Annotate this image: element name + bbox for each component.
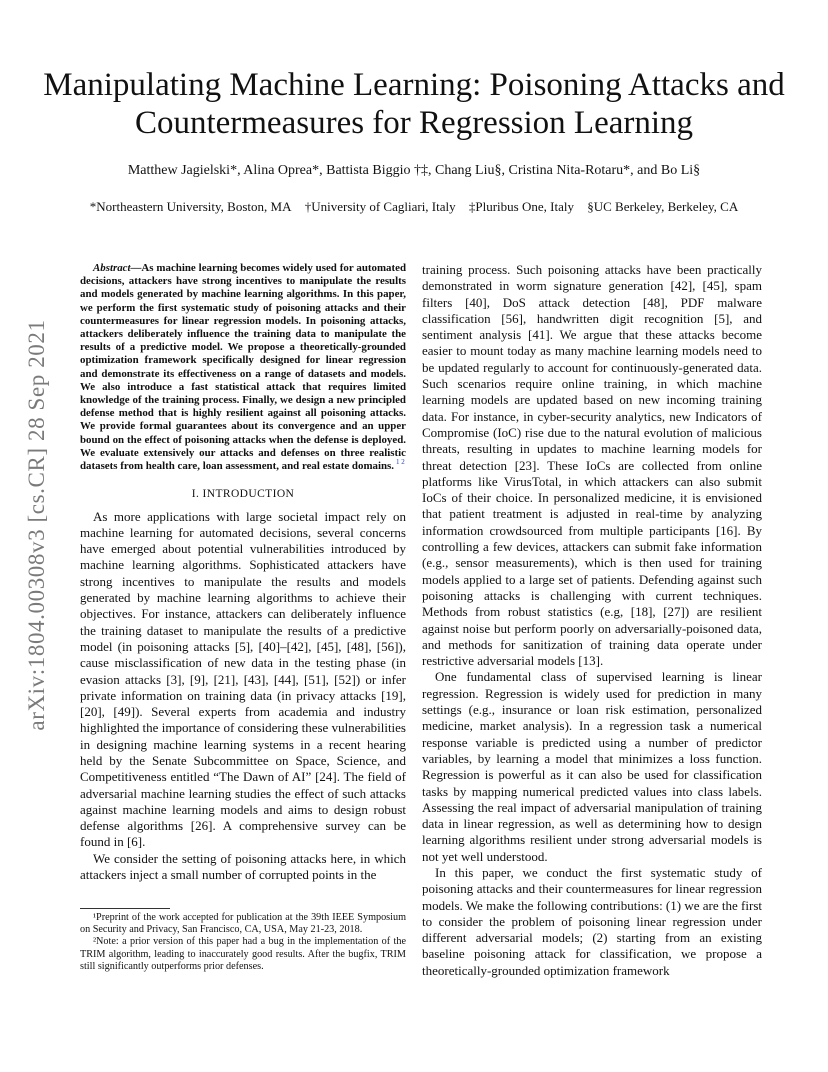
right-paragraph-1: training process. Such poisoning attacks have been practically demonstrated in worm signature generation [42], [45], spam filters [40], DoS attack detection [48], PDF malware classification [56], handwritten digit recognition [5], and sentiment analysis [41]. We argue that these attacks become easier to mount today as many machine learning models need to be updated regularly to account for continuously-generated data. Such scenarios require online training, in which machine learning models are updated based on new incoming training data. For instance, in cyber-security analytics, new Indicators of Compromise (IoC) rise due to the natural evolution of malicious threats, resulting in updates to machine learning models for threat detection [23]. These IoCs are collected from online platforms like VirusTotal, in which attackers can also submit IoCs of their choice. In personalized medicine, it is envisioned that patient treatment is adjusted in real-time by analyzing information crowdsourced from multiple participants [16]. By controlling a few devices, attackers can submit fake information (e.g., sensor measurements), which is then used for training models applied to a large set of patients. Defending against such poisoning attacks is challenging with current techniques. Methods from robust statistics (e.g, [18], [27]) are resilient against noise but perform poorly on adversarially-poisoned data, and methods for sanitization of training data operate under restrictive adversarial models [13]. <box>422 262 762 669</box>
paper-title: Manipulating Machine Learning: Poisoning Attacks and Countermeasures for Regression Learning <box>43 67 785 141</box>
section-heading-introduction: I. INTRODUCTION <box>191 488 295 501</box>
affiliation-cagliari: †University of Cagliari, Italy <box>304 199 456 214</box>
arxiv-identifier: arXiv:1804.00308v3 [cs.CR] 28 Sep 2021 <box>24 319 49 731</box>
abstract <box>80 262 406 473</box>
abstract-label: Abstract <box>93 262 131 274</box>
affiliation-pluribus: ‡Pluribus One, Italy <box>468 199 574 214</box>
author-list: Matthew Jagielski*, Alina Oprea*, Battista Biggio †‡, Chang Liu§, Cristina Nita-Rotaru*, and Bo Li§ <box>127 163 701 178</box>
footnote-rule <box>80 908 170 909</box>
footnotes <box>80 908 406 973</box>
left-column <box>80 262 406 883</box>
right-paragraph-2: One fundamental class of supervised learning is linear regression. Regression is widely used for prediction in many settings (e.g., insurance or loan risk estimation, personalized medicine, market analysis). In a regression task a numerical response variable is predicted using a number of predictor variables, by learning a model that minimizes a loss function. Regression is powerful as it can also be used for classification tasks by mapping numerical predicted values into class labels. Assessing the real impact of adversarial manipulation of training data in linear regression, as well as determining how to design learning algorithms resilient under strong adversarial models is not yet well understood. <box>422 669 762 864</box>
abstract-footnote-marks[interactable]: 1 2 <box>396 458 405 467</box>
right-column <box>422 262 762 979</box>
affiliation-berkeley: §UC Berkeley, Berkeley, CA <box>587 199 739 214</box>
intro-paragraph-2: We consider the setting of poisoning attacks here, in which attackers inject a small number of corrupted points in the <box>80 850 406 883</box>
footnote-2: ²Note: a prior version of this paper had a bug in the implementation of the TRIM algorithm, leading to inaccurately good results. After the bugfix, TRIM still significantly outperforms prior defenses. <box>80 936 406 972</box>
intro-paragraph-1: As more applications with large societal impact rely on machine learning for automated decisions, several concerns have emerged about potential vulnerabilities introduced by machine learning algorithms. Sophisticated attackers have strong incentives to manipulate the results and models generated by machine learning algorithms to achieve their objectives. For instance, attackers can deliberately influence the training dataset to manipulate the results of a predictive model (in poisoning attacks [5], [40]–[42], [45], [48], [56]), cause misclassification of new data in the testing phase (in evasion attacks [3], [9], [21], [43], [44], [51], [52]) or infer private information on training data (in privacy attacks [19], [20], [49]). Several experts from academia and industry highlighted the importance of considering these vulnerabilities in designing machine learning systems in a recent hearing held by the Senate Subcommittee on Space, Science, and Competitiveness entitled “The Dawn of AI” [24]. The field of adversarial machine learning studies the effect of such attacks against machine learning models and aims to design robust defense algorithms [26]. A comprehensive survey can be found in [6]. <box>80 508 406 850</box>
affiliations <box>40 198 788 216</box>
abstract-text: —As machine learning becomes widely used for automated decisions, attackers have strong incentives to manipulate the results and models generated by machine learning algorithms. In this paper, we perform the first systematic study of poisoning attacks and their countermeasures for linear regression models. In poisoning attacks, attackers deliberately influence the training data to manipulate the results of a predictive model. We propose a theoretically-grounded optimization framework specifically designed for linear regression and demonstrate its effectiveness on a range of datasets and models. We also introduce a fast statistical attack that requires limited knowledge of the training process. Finally, we design a new principled defense method that is highly resilient against all poisoning attacks. We provide formal guarantees about its convergence and an upper bound on the effect of poisoning attacks when the defense is deployed. We evaluate extensively our attacks and defenses on three realistic datasets from health care, loan assessment, and real estate domains. <box>80 262 406 473</box>
footnote-1: ¹Preprint of the work accepted for publication at the 39th IEEE Symposium on Security and Privacy, San Francisco, CA, USA, May 21-23, 2018. <box>80 912 406 936</box>
arxiv-sidebar-stamp <box>14 290 60 760</box>
affiliation-northeastern: *Northeastern University, Boston, MA <box>89 199 292 214</box>
right-paragraph-3: In this paper, we conduct the first systematic study of poisoning attacks and their countermeasures for linear regression models. We make the following contributions: (1) we are the first to consider the problem of poisoning linear regression under different adversarial models; (2) starting from an existing baseline poisoning attack for classification, we propose a theoretically-grounded optimization framework <box>422 864 762 978</box>
